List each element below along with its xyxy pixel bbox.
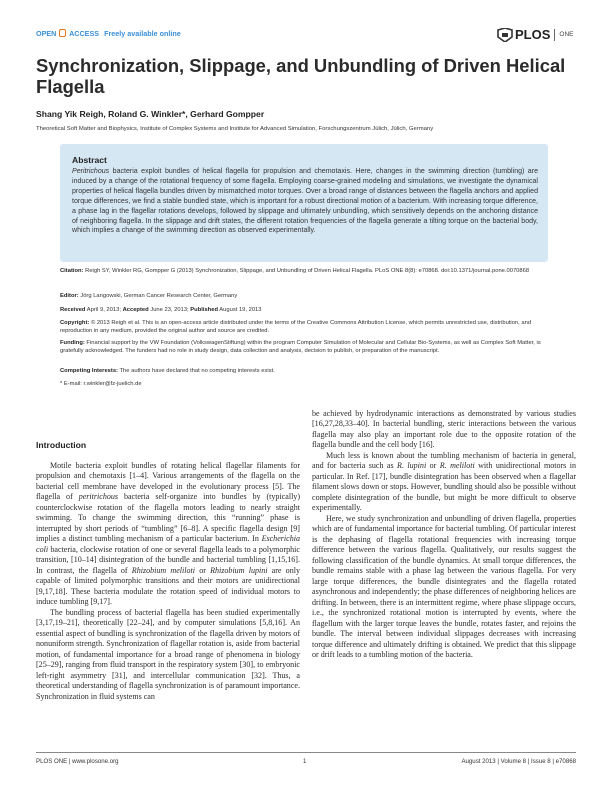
published-label: Published [190,307,218,313]
intro-paragraph-2: The bundling process of bacterial flagella has been studied experimentally [3,17,19–21], theoretically [22–24], and by computer simulations [5,8,16]. An essential aspect of bundling is synchronization of the flagella driven by motors of nonuniform strength. Synchronization of flagellar rotation is, aside from bacterial motion, of fundamental importance for a broad range of phenomena in biology [25–29], ranging from fluid transport in the respiratory system [30], to embryonic left-right asymmetry [31], and intercellular communication [32]. Thus, a theoretical understanding of flagella synchronization is of paramount importance. Synchronization in fluid systems can [36,607,300,701]
plos-wordmark: PLOS [515,27,551,42]
footer-issue: August 2013 | Volume 8 | Issue 8 | e70868 [461,758,576,765]
open-access-badge [36,29,181,38]
abstract-text [72,167,538,236]
accepted-label: Accepted [122,307,149,313]
editor-text: Jörg Langowski, German Cancer Research Center, Germany [80,293,238,299]
logo-divider [554,29,555,41]
body-column-right [312,409,576,661]
plos-logo-icon [497,28,513,42]
footer-journal: PLOS ONE | www.plosone.org [36,758,119,765]
plos-one-logo [497,27,574,42]
citation [60,268,548,276]
copyright-text: © 2013 Reigh et al. This is an open-access article distributed under the terms of the Creative Commons Attribution License, which permits unrestricted use, distribution, and reproduction in any medium, provided the original author and source are credited. [60,320,532,334]
received-date: April 9, 2013; [86,307,121,313]
open-access-lock-icon [59,29,66,37]
one-wordmark: ONE [559,31,574,38]
article-title: Synchronization, Slippage, and Unbundling of Driven Helical Flagella [36,55,566,97]
footer-divider [36,752,576,753]
copyright [60,320,548,336]
editor [60,293,548,301]
page-number: 1 [303,758,307,765]
funding-text: Financial support by the VW Foundation (VolkswagenStiftung) within the program Computer Simulation of Molecular and Cellular Bio-Systems, as well as Complex Soft Matter, is gratefully acknowledged. The funders had no role in study design, data collection and analysis, decision to publish, or preparation of the manuscript. [60,340,541,354]
competing-text: The authors have declared that no competing interests exist. [119,368,275,374]
funding [60,340,548,356]
intro-paragraph-2-continued: be achieved by hydrodynamic interactions as demonstrated by various studies [16,27,28,33–40]. In bacterial bundling, steric interactions between the various flagella may also play an important role due to the opposite rotation of the flagella bundle and the cell body [16]. [312,409,576,450]
access-label: ACCESS [69,29,100,38]
abstract-heading: Abstract [72,155,107,165]
author-list: Shang Yik Reigh, Roland G. Winkler*, Gerhard Gompper [36,109,265,119]
accepted-date: June 23, 2013; [150,307,189,313]
abstract-body: bacteria exploit bundles of helical flagella for propulsion and chemotaxis. Here, changes in the swimming direction (tumbling) are induced by a change of the rotational frequency of some flagella. Employing coarse-grained modeling and simulations, we investigate the dynamical properties of helical flagella bundles driven by mismatched motor torques. Over a broad range of distances between the flagella anchors and applied torque differences, we find a stable bundled state, which is important for a robust directional motion of a bacterium. With increasing torque difference, a phase lag in the flagellar rotations develops, followed by slippage and ultimately unbundling, which sensitively depends on the anchoring distance of neighboring flagella. In the slippage and drift states, the different rotation frequencies of the flagella generate a tilting torque on the bacterial body, which implies a change of the swimming direction as observed experimentally. [72,168,538,235]
citation-label: Citation: [60,268,84,274]
competing-label: Competing Interests: [60,368,118,374]
competing-interests [60,368,548,376]
abstract-italic-term: Peritrichous [72,168,110,175]
citation-text: Reigh SY, Winkler RG, Gompper G (2013) Synchronization, Slippage, and Unbundling of Driven Helical Flagella. PLoS ONE 8(8): e70868. doi:10.1371/journal.pone.0070868 [85,268,530,274]
body-column-left [36,461,300,702]
published-date: August 19, 2013 [219,307,262,313]
funding-label: Funding: [60,340,85,346]
freely-available-label: Freely available online [104,29,181,38]
dates [60,307,548,315]
intro-paragraph-4: Here, we study synchronization and unbundling of driven flagella, properties which are of fundamental importance for bacterial tumbling. Of particular interest is the dephasing of flagella rotational frequencies with increasing torque difference between the various flagella. Qualitatively, our results suggest the following classification of the bundle dynamics. At small torque differences, the bundle remains stable with a phase lag between the various flagella. For very large torque differences, the bundle disintegrates and the flagella rotated asynchronous and independently; the phase differences of neighboring helices are drifting. In between, there is an intermittent regime, where phase slippage occurs, i.e., the synchronized rotational motion is interrupted by events, where the flagellum with the larger torque leaves the bundle, rotates faster, and rejoins the bundle. The interval between individual slippages decreases with increasing torque difference and ultimately drifting is obtained. We predict that this slippage or drift leads to a tumbling motion of the bacteria. [312,513,576,660]
introduction-heading: Introduction [36,440,87,450]
intro-paragraph-1: Motile bacteria exploit bundles of rotating helical flagellar filaments for propulsion and chemotaxis [1–4]. Various arrangements of the flagella on the bacterial cell membrane have developed in the evolutionary process [5]. The flagella of peritrichous bacteria self-organize into bundles by (typically) counterclockwise rotation of the flagella motors leading to nearly straight swimming. To change the swimming direction, this “running” phase is interrupted by short periods of “tumbling” [6–8]. A specific flagella design [9] implies a distinct tumbling mechanism of a particular bacterium. In Escherichia coli bacteria, clockwise rotation of one or several flagella leads to a polymorphic transition, [10–14] disintegration of the bundle and bacterial tumbling [1,15,16]. In contrast, the flagella of Rhizobium meliloti or Rhizobium lupini are only capable of limited polymorphic transitions and their motors are unidirectional [9,17,18]. These bacteria modulate the rotation speed of individual motors to induce tumbling [9,17]. [36,461,301,607]
intro-paragraph-3: Much less is known about the tumbling mechanism of bacteria in general, and for bacteria such as R. lupini or R. meliloti with unidirectional motors in particular. In Ref. [17], bundle disintegration has been observed when a flagellar filament slows down or stops. However, bundling should also be possible without complete disintegration of the bundle, but might be more difficult to observe experimentally. [312,450,576,513]
editor-label: Editor: [60,293,79,299]
contact-email: * E-mail: r.winkler@fz-juelich.de [60,381,142,387]
copyright-label: Copyright: [60,320,90,326]
open-label: OPEN [36,29,57,38]
affiliation: Theoretical Soft Matter and Biophysics, Institute of Complex Systems and Institute for Advanced Simulation, Forschungszentrum Jülich, Jülich, Germany [36,126,434,132]
received-label: Received [60,307,86,313]
